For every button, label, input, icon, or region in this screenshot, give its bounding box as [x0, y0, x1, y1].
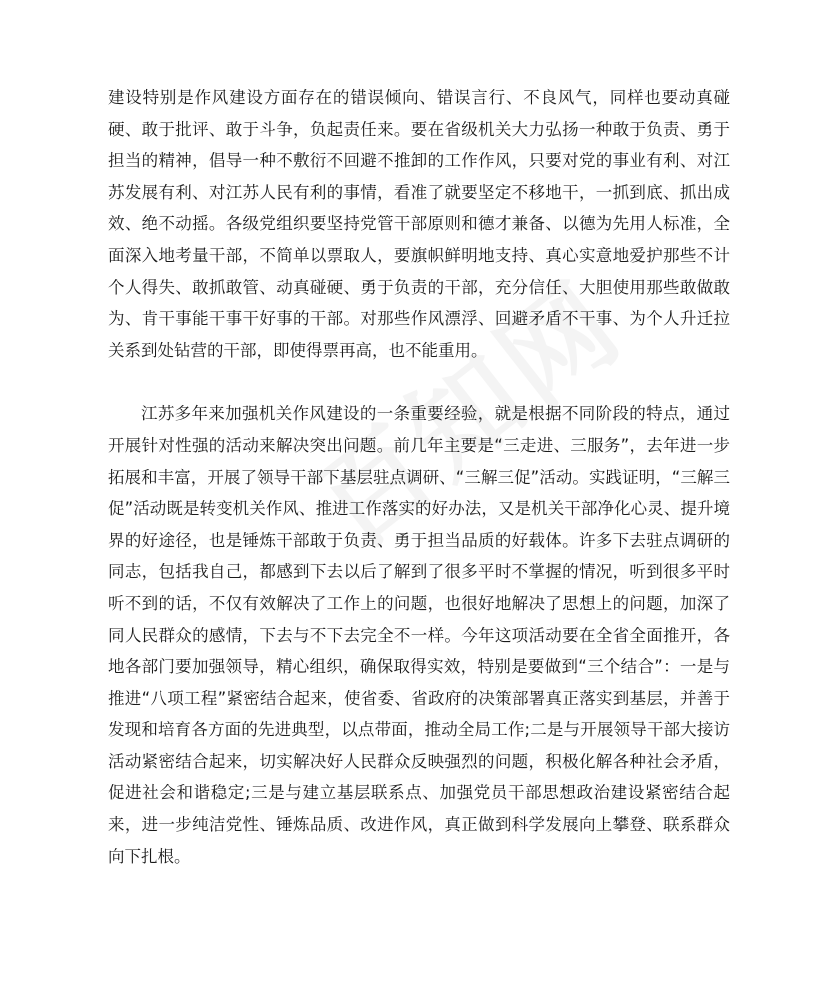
paragraph-2: 江苏多年来加强机关作风建设的一条重要经验，就是根据不同阶段的特点，通过开展针对性强的活动来解决突出问题。前几年主要是“三走进、三服务”，去年进一步拓展和丰富，开展了领导干部下基层驻点调研、“三解三促”活动。实践证明，“三解三促”活动既是转变机关作风、推进工作落实的好办法，又是机关干部净化心灵、提升境界的好途径，也是锤炼干部敢于负责、勇于担当品质的好载体。许多下去驻点调研的同志，包括我自己，都感到下去以后了解到了很多平时不掌握的情况，听到很多平时听不到的话，不仅有效解决了工作上的问题，也很好地解决了思想上的问题，加深了同人民群众的感情，下去与不下去完全不一样。今年这项活动要在全省全面推开，各地各部门要加强领导，精心组织，确保取得实效，特别是要做到“三个结合”：一是与推进“八项工程”紧密结合起来，使省委、省政府的决策部署真正落实到基层，并善于发现和培育各方面的先进典型，以点带面，推动全局工作;二是与开展领导干部大接访活动紧密结合起来，切实解决好人民群众反映强烈的问题，积极化解各种社会矛盾，促进社会和谐稳定;三是与建立基层联系点、加强党员干部思想政治建设紧密结合起来，进一步纯洁党性、锤炼品质、改进作风，真正做到科学发展向上攀登、联系群众向下扎根。: [108, 404, 730, 866]
document-body: [108, 82, 730, 872]
paragraph-1: 建设特别是作风建设方面存在的错误倾向、错误言行、不良风气，同样也要动真碰硬、敢于批评、敢于斗争，负起责任来。要在省级机关大力弘扬一种敢于负责、勇于担当的精神，倡导一种不敷衍不回避不推卸的工作作风，只要对党的事业有利、对江苏发展有利、对江苏人民有利的事情，看准了就要坚定不移地干，一抓到底、抓出成效、绝不动摇。各级党组织要坚持党管干部原则和德才兼备、以德为先用人标准，全面深入地考量干部，不简单以票取人，要旗帜鲜明地支持、真心实意地爱护那些不计个人得失、敢抓敢管、动真碰硬、勇于负责的干部，充分信任、大胆使用那些敢做敢为、肯干事能干事干好事的干部。对那些作风漂浮、回避矛盾不干事、为个人升迁拉关系到处钻营的干部，即使得票再高，也不能重用。: [108, 88, 730, 360]
